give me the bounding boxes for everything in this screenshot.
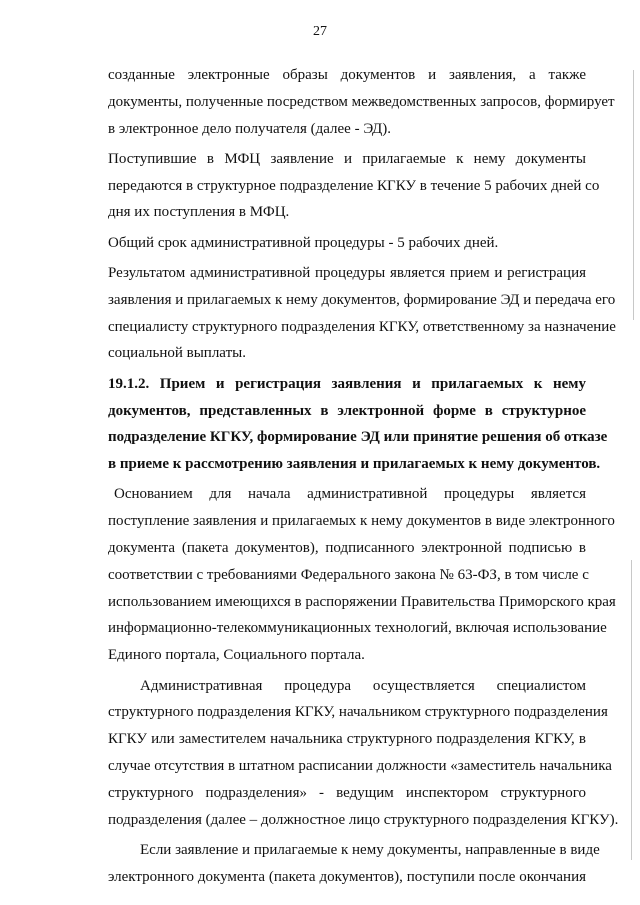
text-line: Общий срок административной процедуры - 5 рабочих дней. (108, 234, 499, 251)
text-line: структурного подразделения КГКУ, начальником структурного подразделения (108, 704, 608, 721)
text-line: структурного подразделения» - ведущим инспектором структурного (108, 784, 586, 801)
paragraph-8 (74, 837, 600, 891)
text-line: КГКУ или заместителем начальника структурного подразделения КГКУ, в (108, 731, 586, 748)
page-number: 27 (313, 24, 327, 39)
text-line: соответствии с требованиями Федерального закона № 63-ФЗ, в том числе с (108, 566, 589, 583)
text-line: случае отсутствия в штатном расписании должности «заместитель начальника (108, 757, 612, 774)
text-line: подразделение КГКУ, формирование ЭД или принятие решения об отказе (108, 429, 608, 446)
paragraph-6 (74, 481, 616, 669)
text-line: передаются в структурное подразделение КГКУ в течение 5 рабочих дней со (108, 177, 600, 194)
text-line: Единого портала, Социального портала. (108, 647, 365, 664)
text-line: электронного документа (пакета документов), поступили после окончания (108, 868, 586, 885)
text-line: использованием имеющихся в распоряжении Правительства Приморского края (108, 593, 616, 610)
section-heading-19-1-2 (74, 371, 608, 478)
document-body (74, 62, 619, 894)
text-line: созданные электронные образы документов и заявления, а также (108, 67, 586, 83)
paragraph-3 (74, 230, 586, 257)
text-line: заявления и прилагаемых к нему документов, формирование ЭД и передача его (108, 291, 616, 308)
text-line: поступление заявления и прилагаемых к нему документов в виде электронного (108, 513, 615, 530)
text-line: социальной выплаты. (108, 345, 246, 362)
scan-edge-mark (631, 560, 632, 860)
text-line: Основанием для начала административной процедуры является (114, 486, 586, 503)
text-line: документов, представленных в электронной форме в структурное (108, 402, 586, 419)
text-line: в приеме к рассмотрению заявления и прилагаемых к нему документов. (108, 456, 601, 473)
text-line: дня их поступления в МФЦ. (108, 204, 290, 221)
paragraph-2 (74, 146, 600, 226)
text-line: информационно-телекоммуникационных технологий, включая использование (108, 620, 607, 637)
text-line: Поступившие в МФЦ заявление и прилагаемые к нему документы (108, 150, 586, 167)
text-line: 19.1.2. Прием и регистрация заявления и прилагаемых к нему (108, 375, 586, 392)
paragraph-7 (74, 673, 619, 834)
text-line: в электронное дело получателя (далее - ЭД). (108, 120, 391, 137)
text-line: документы, полученные посредством межведомственных запросов, формирует (108, 93, 615, 110)
text-line: Административная процедура осуществляется специалистом (140, 677, 586, 694)
text-line: Если заявление и прилагаемые к нему документы, направленные в виде (140, 841, 600, 858)
text-line: специалисту структурного подразделения КГКУ, ответственному за назначение (108, 318, 616, 335)
text-line: Результатом административной процедуры является прием и регистрация (108, 265, 586, 282)
scan-edge-mark (633, 70, 634, 320)
paragraph-4 (74, 260, 616, 367)
paragraph-1 (74, 62, 615, 142)
text-line: подразделения (далее – должностное лицо структурного подразделения КГКУ). (108, 811, 619, 828)
text-line: документа (пакета документов), подписанного электронной подписью в (108, 540, 586, 557)
